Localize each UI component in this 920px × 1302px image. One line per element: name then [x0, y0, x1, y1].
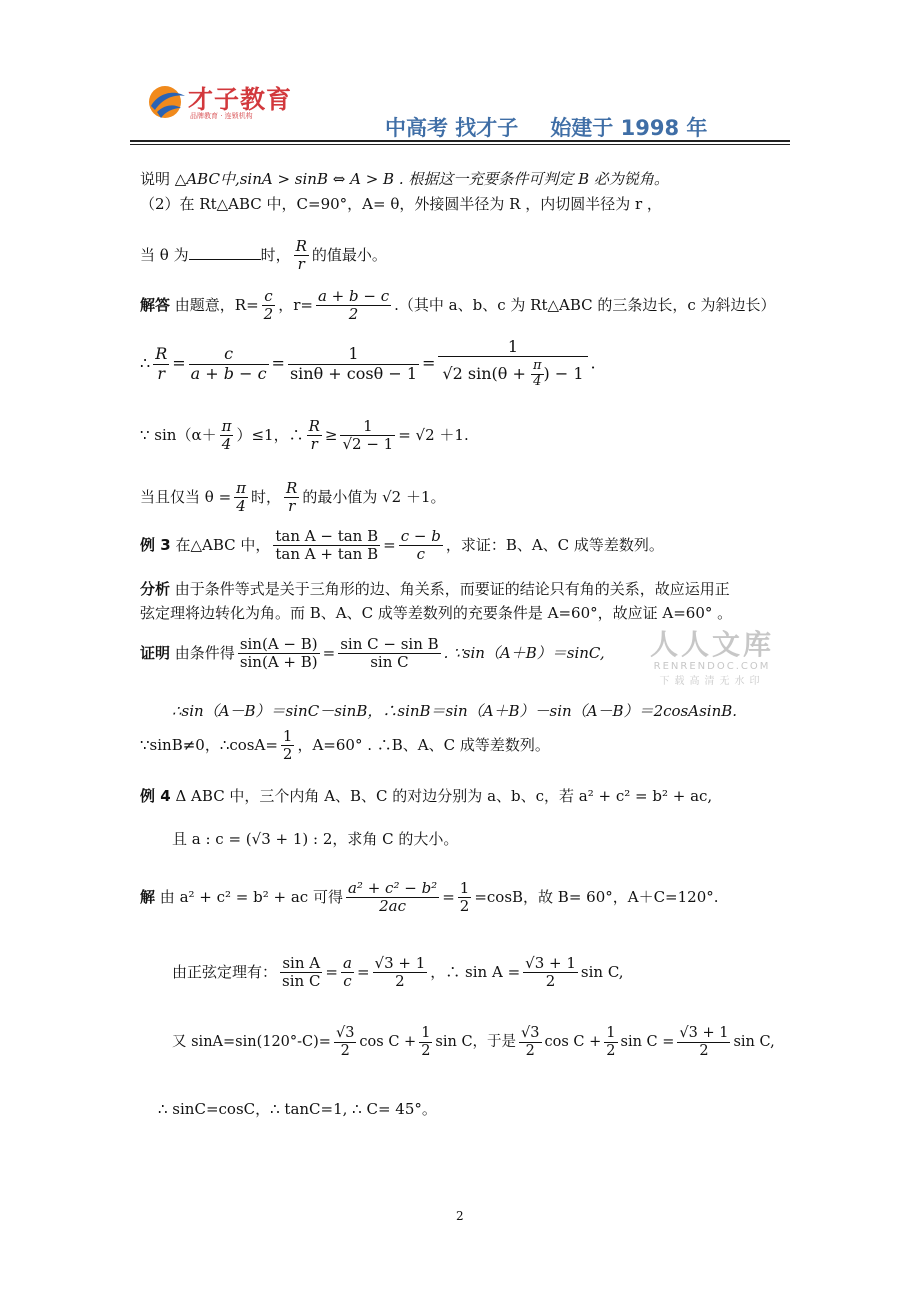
question-mid: 时，: [260, 245, 291, 264]
answer-lead: 解答: [140, 295, 171, 314]
logo-subtitle: 品牌教育 · 连锁机构: [190, 112, 253, 120]
fraction: $\frac{c}{2}$: [263, 287, 274, 324]
answer-blank: [189, 259, 261, 260]
fraction: $\frac{1}{√2 - 1}$: [342, 417, 394, 454]
fraction: $\frac{√3 + 1}{2}$: [525, 954, 576, 991]
part2-line: （2）在 Rt△ABC 中，C=90°，A= θ，外接圆半径为 R ，内切圆半径为 r ，: [140, 195, 662, 213]
example3-lead: 例 3: [140, 535, 171, 554]
example4-line: 例 4 Δ ABC 中，三个内角 A、B、C 的对边分别为 a、b、c，若 a² + c² = b² + ac,: [140, 787, 713, 805]
header-rule-thin: [130, 144, 790, 145]
final-result: ∴ sinC=cosC，∴ tanC=1, ∴ C= 45°。: [158, 1100, 437, 1118]
fraction: $\frac{R}{r}$: [286, 479, 298, 516]
fraction: $\frac{√3 + 1}{2}$: [679, 1025, 729, 1059]
sine-law-line: 由正弦定理有： $\frac{\text{sin A}}{\text{sin C}}$ = $\frac{a}{c}$ = $\frac{√3 + 1}{2}$ ，∴ sin A = $\frac{√3 + 1}{2}$ sin C,: [172, 954, 624, 991]
watermark: 人人文库 RENRENDOC.COM 下载高清无水印: [650, 628, 775, 687]
logo-mark-icon: [145, 82, 187, 120]
fraction: $\frac{R}{r}$: [155, 344, 168, 383]
fraction-R-over-r: $\frac{R}{r}$: [295, 237, 307, 274]
answer-text-c: .（其中 a、b、c 为 Rt△ABC 的三条边长，c 为斜边长）: [394, 295, 776, 314]
fraction: $\frac{√3 + 1}{2}$: [374, 954, 426, 991]
substitution-line: 又 sinA=sin(120°-C)= $\frac{√3}{2}$ cos C + $\frac{1}{2}$ sin C，于是 $\frac{√3}{2}$ cos C + $\frac{1}{2}$ sin C = $\frac{√3 + 1}{2}$ sin C,: [172, 1025, 775, 1059]
equality-condition-line: 当且仅当 θ = $\frac{\pi}{4}$ 时， $\frac{R}{r}$ 的最小值为 √2 ＋1。: [140, 479, 446, 516]
proof-lead: 证明: [140, 643, 171, 662]
analysis-lead: 分析: [140, 580, 171, 598]
therefore-sign: ∴: [140, 353, 151, 373]
analysis-line-2: 弦定理将边转化为角。而 B、A、C 成等差数列的充要条件是 A=60°，故应证 A=60° 。: [140, 604, 733, 622]
note-lead: 说明: [140, 170, 171, 188]
example4-condition: 且 a : c = (√3 + 1) : 2，求角 C 的大小。: [172, 830, 459, 848]
fraction: $\frac{\text{a² + c² − b²}}{2ac}$: [347, 879, 438, 916]
example3-line: 例 3 在△ABC 中， $\frac{\text{tan A − tan B}}{\text{tan A + tan B}}$ = $\frac{c - b}{c}$ ，求证：B、A、C 成等差数列。: [140, 527, 664, 564]
answer-line: [140, 288, 776, 324]
fraction: $\frac{\sin(A - B)}{\sin(A + B)}$: [239, 635, 318, 672]
fraction: $\frac{\text{tan A − tan B}}{\text{tan A + tan B}}$: [275, 527, 379, 564]
fraction: $\frac{1}{2}$: [282, 727, 293, 764]
solution-lead: 解: [140, 887, 156, 906]
solution-line: 解 由 a² + c² = b² + ac 可得 $\frac{\text{a² + c² − b²}}{2ac}$ = $\frac{1}{2}$ =cosB，故 B= 60°，A＋C=120°.: [140, 879, 719, 916]
analysis-line: 分析 由于条件等式是关于三角形的边、角关系，而要证的结论只有角的关系，故应运用正: [140, 580, 730, 598]
fraction: $\frac{a + b - c}{2}$: [317, 287, 390, 324]
fraction: $\frac{a}{c}$: [343, 954, 352, 991]
fraction: $\frac{√3}{2}$: [335, 1025, 355, 1059]
fraction: $\frac{1}{2}$: [459, 879, 470, 916]
fraction: 1 √2 sin(θ + $\frac{\pi}{4}$ ) − 1: [438, 338, 587, 390]
slogan-right: 始建于 1998 年: [550, 116, 708, 140]
question-line: [140, 238, 387, 274]
fraction: $\frac{\text{sin A}}{\text{sin C}}$: [282, 954, 321, 991]
page-number: 2: [456, 1209, 464, 1223]
answer-text-b: ，r=: [278, 295, 313, 314]
proof-step: ∴sin（A－B）＝sinC－sinB，∴sinB＝sin（A＋B）－sin（A－B）＝2cosAsinB.: [172, 702, 738, 720]
slogan-left: 中高考 找才子: [385, 116, 519, 140]
fraction: $\frac{1}{2}$: [606, 1025, 616, 1059]
fraction: $\frac{1}{2}$: [421, 1025, 431, 1059]
answer-text-a: 由题意，R=: [174, 295, 259, 314]
proof-line: 证明 由条件得 $\frac{\sin(A - B)}{\sin(A + B)}$ = $\frac{\text{sin C − sin B}}{\text{sin C}}$ . ∵sin（A＋B）＝sinC,: [140, 635, 605, 672]
proof-conclusion: ∵sinB≠0，∴cosA= $\frac{1}{2}$ ，A=60° . ∴B、A、C 成等差数列。: [140, 727, 550, 764]
logo-text: 才子教育: [188, 85, 293, 114]
fraction: $\frac{c}{a + b - c}$: [190, 344, 267, 383]
header-rule-thick: [130, 140, 790, 142]
header-slogan: [385, 112, 707, 142]
note-text: △ABC中,sinA > sinB ⇔ A > B . 根据这一充要条件可判定 B 必为锐角。: [174, 170, 669, 188]
fraction: $\frac{1}{\sin\theta + \cos\theta - 1}$: [289, 344, 417, 383]
fraction: $\frac{\pi}{4}$: [236, 479, 246, 516]
fraction: $\frac{√3}{2}$: [521, 1025, 540, 1059]
inequality-line: ∵ sin（α＋ $\frac{\pi}{4}$ ）≤1，∴ $\frac{R}{r}$ ≥ $\frac{1}{√2 - 1}$ = √2 ＋1.: [140, 417, 469, 454]
example4-lead: 例 4: [140, 787, 171, 805]
fraction: $\frac{\text{sin C − sin B}}{\text{sin C}}$: [340, 635, 439, 672]
ratio-derivation: ∴ $\frac{R}{r}$ = $\frac{c}{a + b - c}$ = $\frac{1}{\sin\theta + \cos\theta - 1}$ = 1 √2 sin(θ + $\frac{\pi}{4}$ ) − 1 .: [140, 337, 596, 390]
fraction: $\frac{R}{r}$: [308, 417, 320, 454]
fraction: $\frac{c - b}{c}$: [400, 527, 441, 564]
question-pre: 当 θ 为: [140, 245, 189, 264]
note-line: [140, 168, 669, 189]
question-post: 的值最小。: [311, 245, 387, 264]
fraction: $\frac{\pi}{4}$: [221, 417, 232, 454]
